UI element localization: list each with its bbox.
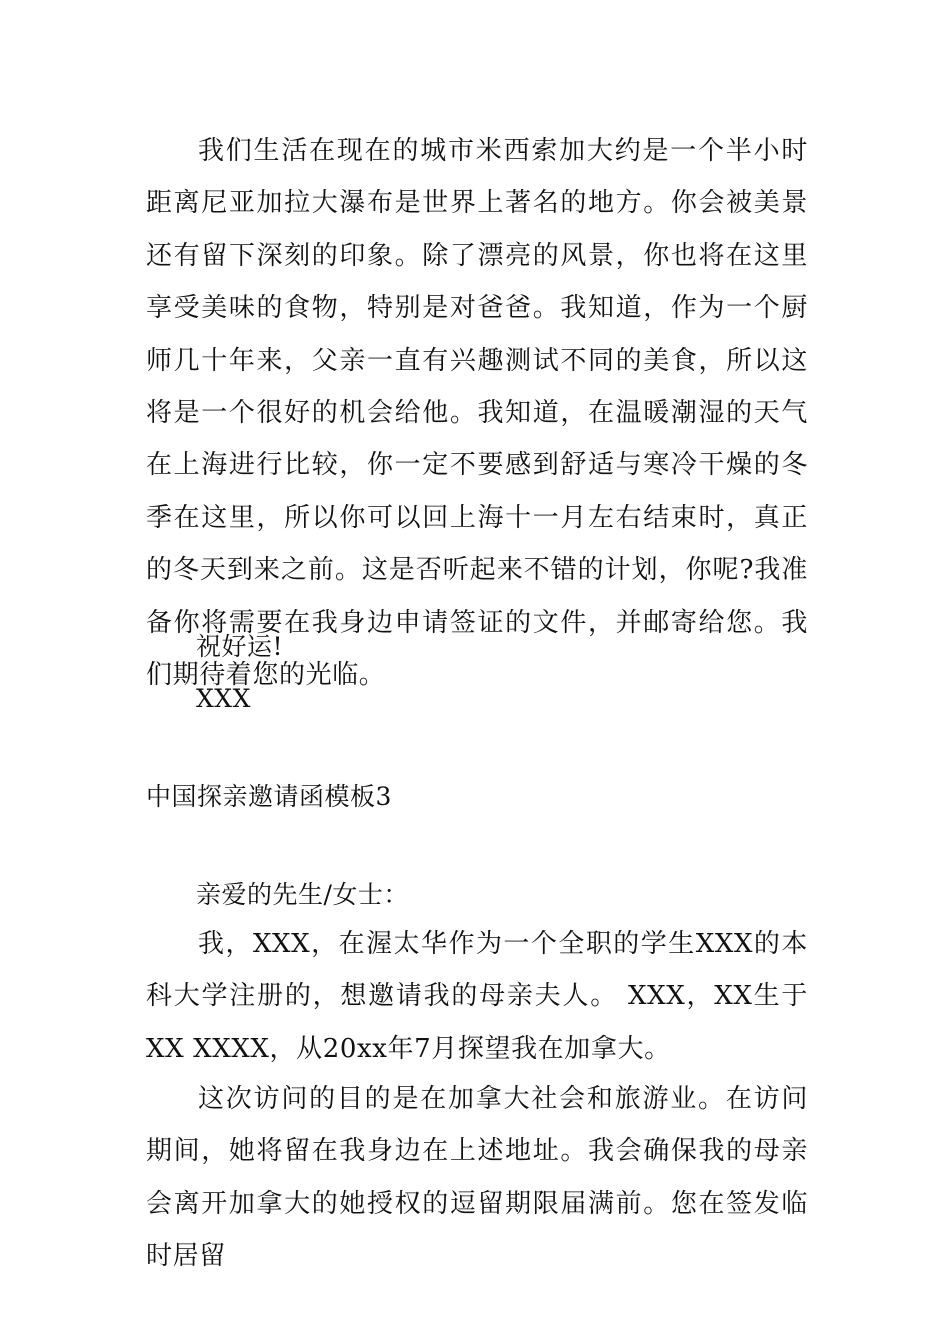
invitation-paragraph: 我，XXX，在渥太华作为一个全职的学生XXX的本科大学注册的，想邀请我的母亲夫人。 XXX，XX生于XX XXXX，从20xx年7月探望我在加拿大。 (146, 929, 808, 1064)
salutation-line: 亲爱的先生/女士： (196, 880, 409, 909)
closing-line: 祝好运! (196, 632, 284, 661)
letter-body-paragraph: 我们生活在现在的城市米西索加大约是一个半小时距离尼亚加拉大瀑布是世界上著名的地方。你会被美景还有留下深刻的印象。除了漂亮的风景，你也将在这里享受美味的食物，特别是对爸爸。我知道，作为一个厨师几十年来，父亲一直有兴趣测试不同的美食，所以这将是一个很好的机会给他。我知道，在温暖潮湿的天气在上海进行比较，你一定不要感到舒适与寒冷干燥的冬季在这里，所以你可以回上海十一月左右结束时，真正的冬天到来之前。这是否听起来不错的计划，你呢?我准备你将需要在我身边申请签证的文件，并邮寄给您。我们期待着您的光临。 (146, 136, 808, 691)
section-title: 中国探亲邀请函模板3 (146, 782, 392, 811)
signature-line: XXX (196, 684, 251, 713)
visit-purpose-paragraph: 这次访问的目的是在加拿大社会和旅游业。在访问期间，她将留在我身边在上述地址。我会确保我的母亲会离开加拿大的她授权的逗留期限届满前。您在签发临时居留 (146, 1084, 808, 1272)
